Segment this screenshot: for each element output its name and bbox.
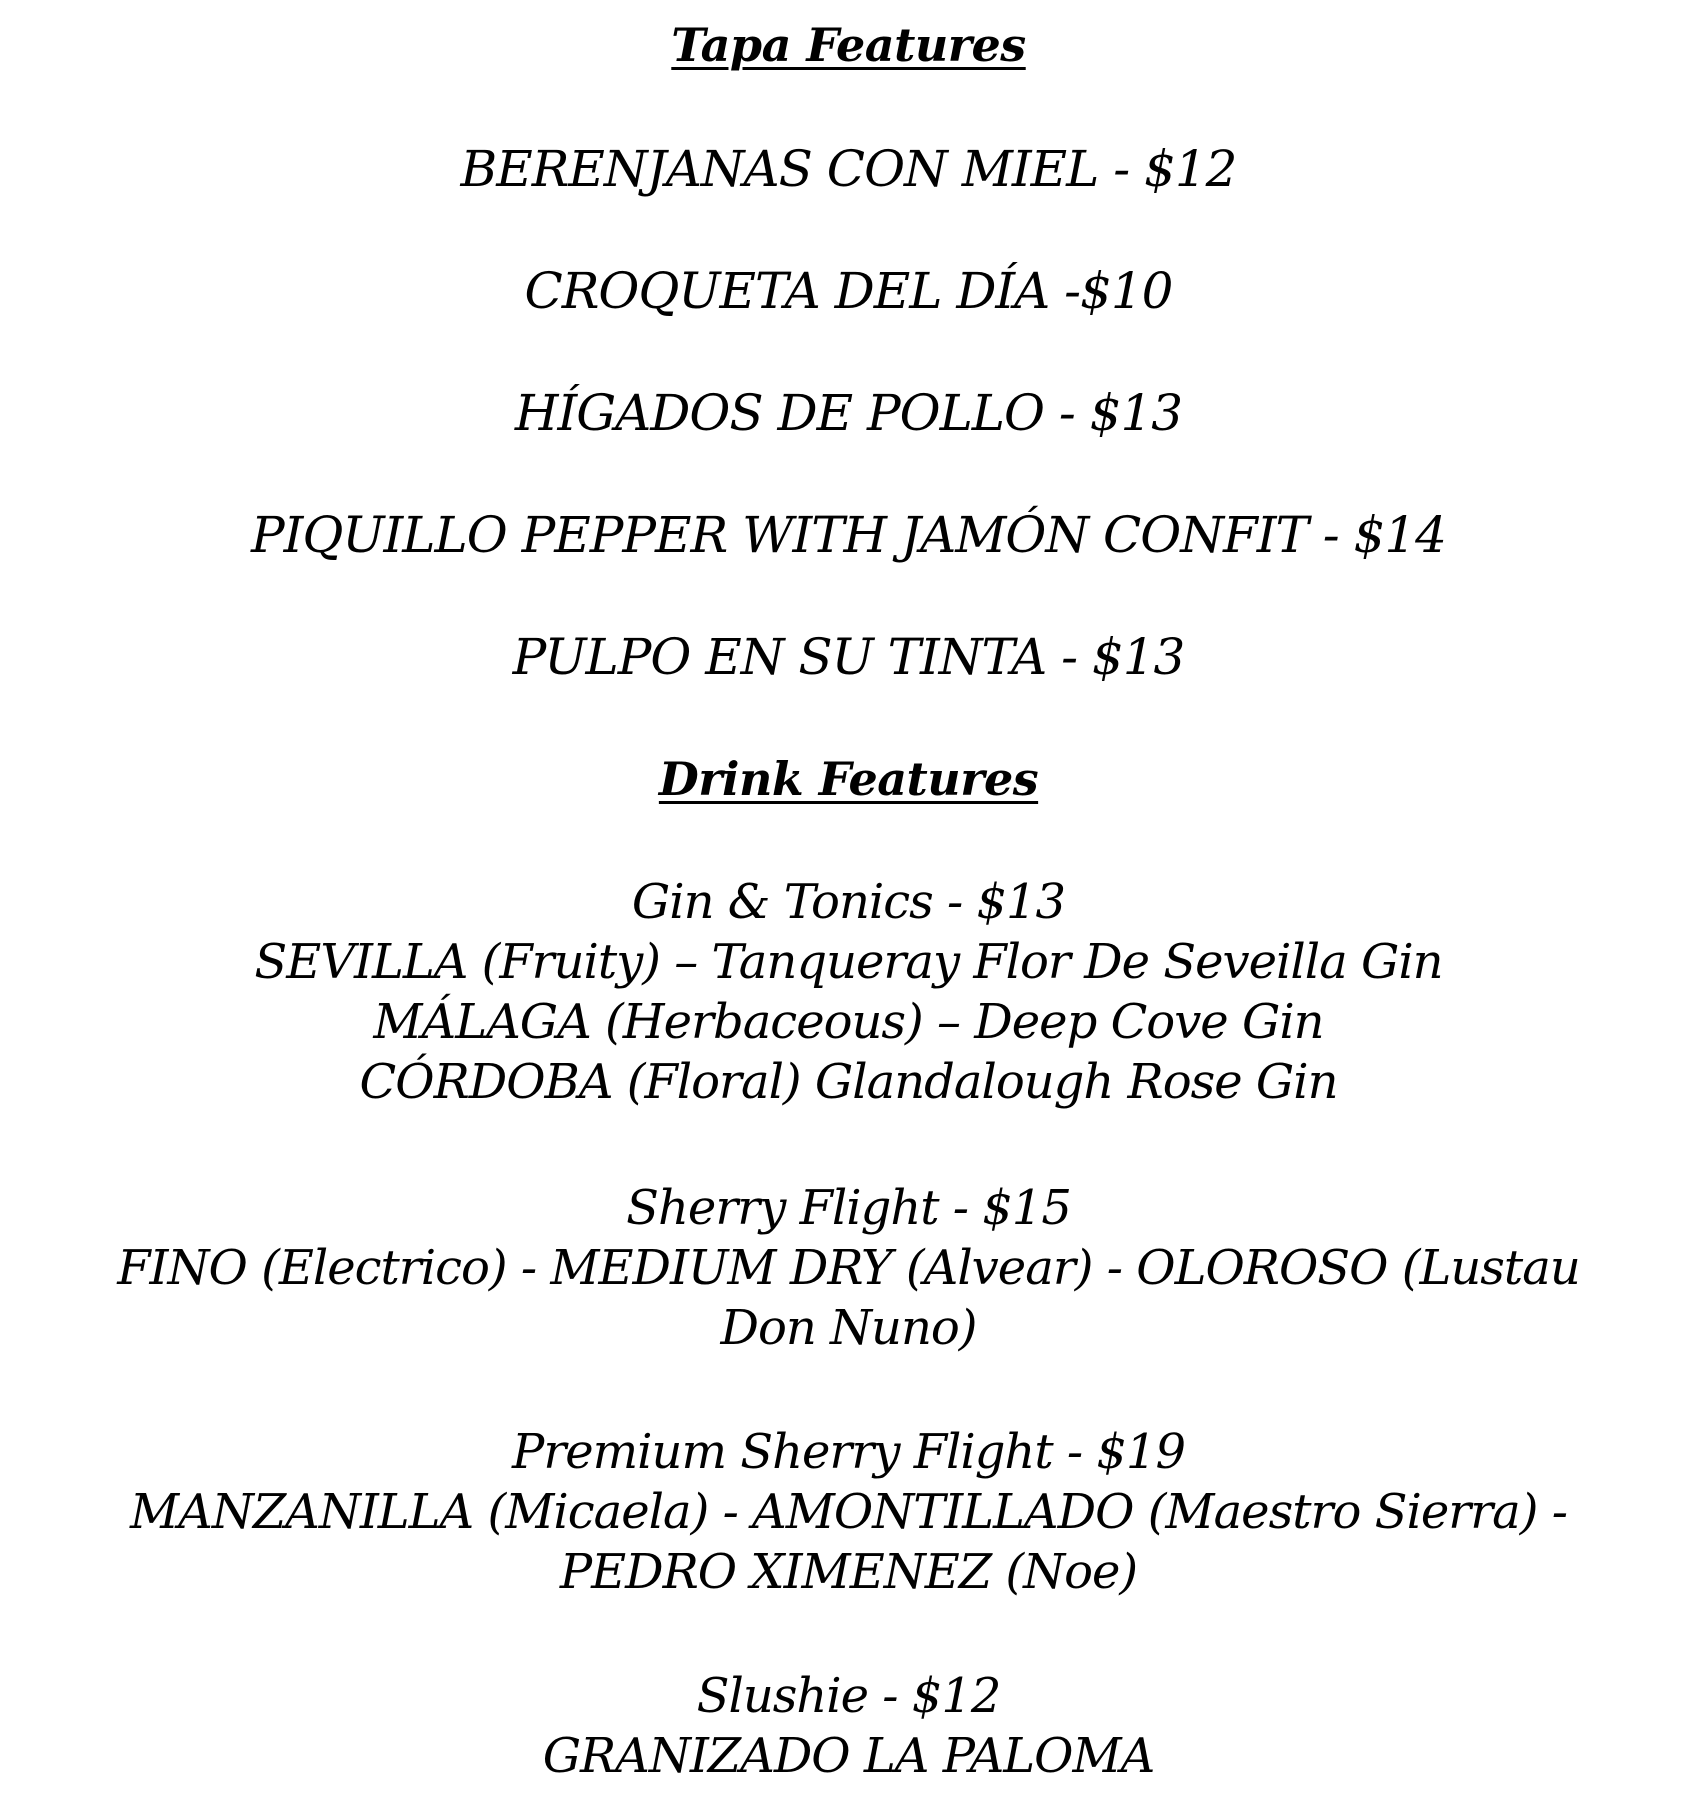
premium-sherry-flight-title: Premium Sherry Flight - $19 [512,1424,1185,1480]
slushie-title: Slushie - $12 [696,1668,1001,1724]
premium-sherry-flight-line: MANZANILLA (Micaela) - AMONTILLADO (Maestro Sierra) - [130,1484,1567,1540]
drink-features-heading: Drink Features [658,752,1039,806]
tapa-item: CROQUETA DEL DÍA -$10 [524,262,1173,320]
gin-tonics-title: Gin & Tonics - $13 [631,874,1066,930]
sherry-flight-line: FINO (Electrico) - MEDIUM DRY (Alvear) - OLOROSO (Lustau [117,1240,1580,1296]
tapa-item: BERENJANAS CON MIEL - $12 [460,140,1237,198]
sherry-flight-line: Don Nuno) [720,1300,977,1356]
gin-tonic-line: MÁLAGA (Herbaceous) – Deep Cove Gin [373,994,1324,1050]
sherry-flight-title: Sherry Flight - $15 [626,1180,1071,1236]
premium-sherry-flight-line: PEDRO XIMENEZ (Noe) [559,1544,1138,1600]
slushie-line: GRANIZADO LA PALOMA [542,1728,1155,1784]
gin-tonic-line: CÓRDOBA (Floral) Glandalough Rose Gin [359,1054,1338,1110]
tapa-features-heading: Tapa Features [671,18,1026,72]
gin-tonic-line: SEVILLA (Fruity) – Tanqueray Flor De Seveilla Gin [254,934,1443,990]
tapa-item: PULPO EN SU TINTA - $13 [512,628,1185,686]
tapa-item: PIQUILLO PEPPER WITH JAMÓN CONFIT - $14 [251,506,1446,564]
tapa-item: HÍGADOS DE POLLO - $13 [514,384,1183,442]
